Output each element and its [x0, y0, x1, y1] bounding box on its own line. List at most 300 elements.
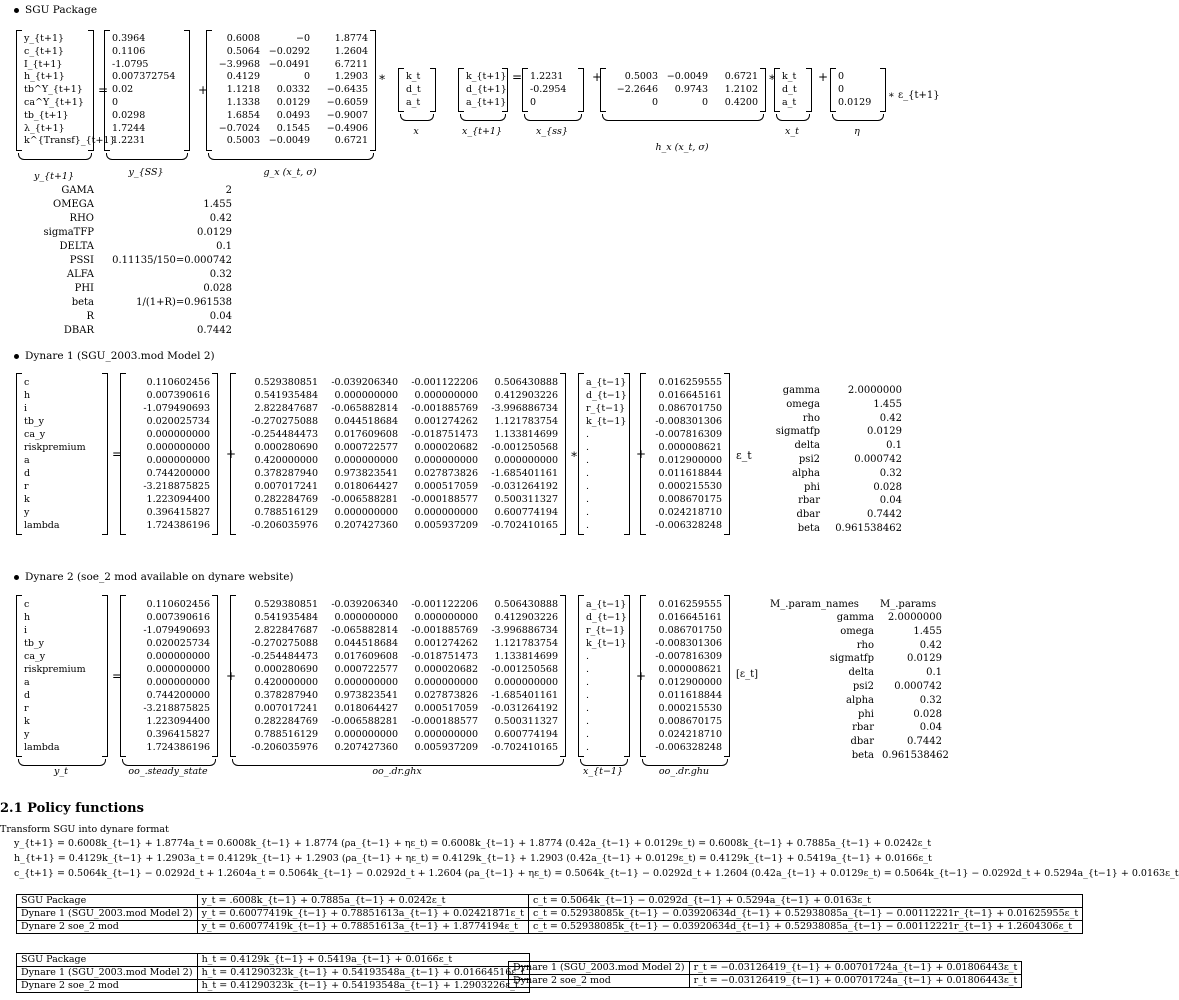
matrix-cell: 1.2231 — [530, 71, 564, 82]
table-cell: h_t = 0.41290323k_{t−1} + 0.54193548a_{t−1} + 0.01664516ε_t — [197, 967, 529, 980]
sgu-parameter-table — [40, 184, 232, 338]
matrix-cell: 0.500311327 — [494, 716, 558, 727]
matrix-cell: 0.044518684 — [334, 416, 398, 427]
matrix-cell: −2.2646 — [616, 83, 658, 95]
matrix-cell: 0.000020682 — [414, 664, 478, 675]
parameter-row — [40, 212, 232, 226]
matrix-cell: -0.001885769 — [411, 403, 478, 414]
matrix-cell: 0.000000000 — [334, 455, 398, 466]
table-cell: SGU Package — [17, 954, 198, 967]
parameter-value: 0.32 — [879, 467, 902, 479]
matrix-cell: 0.000000000 — [414, 729, 478, 740]
matrix-cell: tb_y — [24, 416, 45, 427]
dynare2-ghx-matrix — [230, 595, 566, 757]
matrix-cell: 0.378287940 — [254, 690, 318, 701]
matrix-cell: 0.024218710 — [658, 729, 722, 740]
parameter-value: 0.42 — [919, 639, 942, 651]
matrix-cell: 0.027873826 — [414, 468, 478, 479]
matrix-cell: −0.6059 — [326, 96, 368, 108]
policy-heading: 2.1 Policy functions — [0, 801, 144, 816]
matrix-cell: 0.017609608 — [334, 651, 398, 662]
matrix-cell: −0.7024 — [218, 122, 260, 134]
matrix-cell: 0.207427360 — [334, 742, 398, 753]
matrix-cell: 1.2231 — [112, 135, 146, 147]
matrix-cell: 0.017609608 — [334, 429, 398, 440]
matrix-cell: -3.996886734 — [491, 403, 558, 414]
label-xt: x_{t−1} — [582, 766, 624, 777]
matrix-cell: −0.4906 — [326, 122, 368, 134]
parameter-value: 2.0000000 — [847, 385, 902, 396]
parameter-name: rho — [856, 639, 874, 651]
parameter-name: psi2 — [798, 453, 820, 465]
section-dynare1: Dynare 1 (SGU_2003.mod Model 2) — [14, 350, 215, 362]
matrix-cell: lambda — [24, 742, 60, 753]
matrix-cell: 1.133814699 — [494, 651, 558, 662]
brace — [580, 759, 628, 766]
matrix-cell: a_t — [782, 96, 797, 108]
matrix-cell: -3.218875825 — [143, 481, 210, 492]
matrix-cell: 0.000000000 — [146, 442, 210, 453]
table-cell: Dynare 1 (SGU_2003.mod Model 2) — [509, 962, 690, 975]
parameter-name: dbar — [850, 736, 874, 748]
parameter-row — [770, 508, 902, 522]
matrix-cell: a_{t+1} — [466, 96, 507, 108]
dynare1-y-vector-col-0 — [24, 376, 100, 532]
parameter-row — [770, 522, 902, 536]
label-ghx: oo_.dr.ghx — [372, 766, 422, 777]
policy-intro: Transform SGU into dynare format — [0, 824, 169, 835]
matrix-cell: d — [24, 690, 31, 701]
matrix-cell: 0.6721 — [334, 135, 368, 147]
matrix-cell: 0.000000000 — [146, 664, 210, 675]
matrix-cell: lambda — [24, 520, 60, 531]
label-eta: η — [854, 126, 860, 137]
parameter-row — [770, 467, 902, 481]
parameter-value: 0.11135/150=0.000742 — [112, 255, 232, 266]
matrix-cell: -0.006328248 — [655, 742, 722, 753]
policy-table-y-c — [16, 894, 1083, 934]
matrix-cell: 1.1218 — [226, 84, 260, 96]
brace — [232, 759, 564, 766]
matrix-cell: c — [24, 377, 30, 388]
parameter-name: sigmatfp — [775, 426, 820, 438]
parameter-row — [770, 749, 949, 763]
parameter-row — [770, 398, 902, 412]
matrix-cell: 0.420000000 — [254, 455, 318, 466]
matrix-cell: 0.018064427 — [334, 703, 398, 714]
matrix-cell: 1.7244 — [112, 122, 146, 134]
matrix-cell: 0.000215530 — [658, 703, 722, 714]
table-cell: y_t = 0.60077419k_{t−1} + 0.78851613a_{t−1} + 0.02421871ε_t — [197, 908, 528, 921]
parameter-value: 0.961538462 — [835, 522, 902, 534]
parameter-value: 0.42 — [209, 213, 232, 224]
brace — [106, 153, 188, 160]
matrix-cell: 1.133814699 — [494, 429, 558, 440]
parameter-value: 0.028 — [203, 283, 232, 294]
matrix-cell: 0.396415827 — [146, 729, 210, 740]
table-cell: c_t = 0.52938085k_{t−1} − 0.03920634d_{t−1} + 0.52938085a_{t−1} − 0.00112221r_{t−1} + 1.2604306ε_t — [528, 921, 1082, 934]
matrix-cell: a_{t−1} — [586, 377, 627, 388]
brace — [776, 114, 810, 121]
parameter-value: 2.0000000 — [887, 612, 942, 623]
brace — [208, 153, 374, 160]
sgu-xt-vector — [774, 68, 812, 112]
parameter-name: alpha — [846, 694, 874, 706]
matrix-cell: 0.110602456 — [146, 377, 210, 388]
matrix-cell: 0.282284769 — [254, 716, 318, 727]
matrix-cell: 1.724386196 — [146, 520, 210, 531]
sgu-x-vector — [398, 68, 436, 112]
parameter-value: 0.028 — [913, 708, 942, 720]
parameter-row — [770, 721, 942, 735]
matrix-cell: 0.008670175 — [658, 494, 722, 505]
table-cell: SGU Package — [17, 895, 198, 908]
matrix-cell: 0.000000000 — [334, 507, 398, 518]
matrix-cell: 2.822847687 — [254, 403, 318, 414]
brace — [642, 759, 728, 766]
sgu-hx-matrix — [600, 68, 766, 112]
matrix-cell: 0.000000000 — [146, 429, 210, 440]
table-row — [17, 921, 1083, 934]
equals-sign: = — [112, 669, 123, 683]
matrix-cell: 1.6854 — [226, 109, 260, 121]
sgu-xss-vector — [522, 68, 584, 112]
sgu-gx-matrix — [206, 30, 376, 151]
table-row — [17, 908, 1083, 921]
epsilon-term: ∗ ε_{t+1} — [888, 90, 940, 101]
parameter-row — [770, 494, 902, 508]
dynare1-ghx-matrix-col-2 — [398, 376, 478, 532]
parameter-value: 0.32 — [919, 694, 942, 706]
plus-sign: + — [636, 447, 647, 461]
matrix-cell: 0.0129 — [838, 96, 872, 108]
matrix-cell: . — [586, 651, 590, 662]
dynare2-ghu-vector — [640, 595, 730, 757]
matrix-cell: 1.2903 — [334, 71, 368, 83]
parameter-row — [40, 268, 232, 282]
sgu-gx-matrix-col-2 — [310, 33, 368, 148]
matrix-cell: ca_y — [24, 429, 46, 440]
dynare1-state-vector-col-0 — [586, 376, 627, 532]
brace — [18, 759, 106, 766]
matrix-cell: 0.000000000 — [334, 677, 398, 688]
matrix-cell: 0.973823541 — [334, 690, 398, 701]
parameter-row — [40, 310, 232, 324]
parameter-name: sigmatfp — [829, 653, 874, 665]
matrix-cell: r — [24, 481, 29, 492]
dynare1-state-vector — [578, 373, 630, 535]
matrix-cell: tb_{t+1} — [24, 109, 69, 121]
matrix-cell: 1.121783754 — [494, 416, 558, 427]
matrix-cell: λ_{t+1} — [24, 122, 65, 134]
matrix-cell: 0.541935484 — [254, 612, 318, 623]
parameter-name: DELTA — [59, 241, 94, 252]
matrix-cell: -0.007816309 — [655, 429, 722, 440]
matrix-cell: . — [586, 716, 590, 727]
matrix-cell: -0.001250568 — [491, 442, 558, 453]
matrix-cell: 1.2604 — [334, 45, 368, 57]
parameter-row — [40, 254, 232, 268]
matrix-cell: 0 — [112, 96, 119, 108]
parameter-value: 0.7442 — [907, 736, 942, 748]
matrix-cell: -0.001122206 — [411, 377, 478, 388]
parameter-name: rbar — [852, 722, 874, 734]
matrix-cell: 0.011618844 — [658, 690, 722, 701]
matrix-cell: i — [24, 625, 28, 636]
dynare1-y-vector — [16, 373, 108, 535]
matrix-cell: 1.8774 — [334, 33, 368, 44]
matrix-cell: -0.006588281 — [331, 494, 398, 505]
matrix-cell: -0.001885769 — [411, 625, 478, 636]
matrix-cell: r — [24, 703, 29, 714]
dynare1-ss-vector-col-0 — [128, 376, 210, 532]
matrix-cell: 0.000722577 — [334, 664, 398, 675]
matrix-cell: -0.008301306 — [655, 638, 722, 649]
dynare1-ghx-matrix-col-3 — [478, 376, 558, 532]
brace — [524, 114, 582, 121]
matrix-cell: 0.541935484 — [254, 390, 318, 401]
parameter-name: PHI — [74, 283, 94, 294]
matrix-cell: 0.000008621 — [658, 664, 722, 675]
matrix-cell: 0.506430888 — [494, 599, 558, 610]
matrix-cell: 0.529380851 — [254, 377, 318, 388]
matrix-cell: −0 — [295, 33, 310, 44]
label-y: y_{t+1} — [33, 171, 75, 182]
matrix-cell: -0.039206340 — [331, 377, 398, 388]
matrix-cell: 0.973823541 — [334, 468, 398, 479]
matrix-cell: k^{Transf}_{t+1} — [24, 135, 116, 147]
matrix-cell: -1.685401161 — [491, 468, 558, 479]
parameter-name: beta — [71, 297, 94, 308]
dynare2-ghu-vector-col-0 — [648, 598, 722, 754]
matrix-cell: . — [586, 703, 590, 714]
parameter-value: 0.1 — [886, 440, 902, 452]
matrix-cell: h — [24, 390, 31, 401]
parameter-row — [40, 296, 232, 310]
sgu-x1-vector — [458, 68, 508, 112]
parameter-value: 2 — [225, 185, 232, 196]
matrix-cell: 0 — [651, 96, 658, 108]
matrix-cell: k — [24, 494, 30, 505]
matrix-cell: 0.007017241 — [254, 703, 318, 714]
table-row — [509, 962, 1022, 975]
matrix-cell: -0.006328248 — [655, 520, 722, 531]
table-cell: r_t = −0.03126419_{t−1} + 0.00701724a_{t−1} + 0.01806443ε_t — [689, 975, 1022, 988]
matrix-cell: 0.000000000 — [414, 390, 478, 401]
brace — [18, 153, 92, 160]
dynare2-state-vector-col-0 — [586, 598, 627, 754]
parameter-row — [40, 184, 232, 198]
parameter-row — [770, 694, 942, 708]
plus-sign: + — [198, 83, 209, 97]
parameter-row — [770, 425, 902, 439]
dynare2-state-vector — [578, 595, 630, 757]
matrix-cell: 0.3964 — [112, 33, 146, 44]
matrix-cell: 0.4200 — [724, 96, 758, 108]
matrix-cell: 0.6721 — [724, 71, 758, 82]
matrix-cell: -3.996886734 — [491, 625, 558, 636]
matrix-cell: 0.012900000 — [658, 455, 722, 466]
parameter-row — [40, 324, 232, 338]
matrix-cell: -0.254484473 — [251, 429, 318, 440]
matrix-cell: 0.1545 — [276, 122, 310, 134]
label-xt: x_t — [785, 126, 799, 137]
matrix-cell: 0.4129 — [226, 71, 260, 83]
matrix-cell: r_{t−1} — [586, 625, 626, 636]
parameter-value: 0.0129 — [197, 227, 232, 238]
matrix-cell: -0.006588281 — [331, 716, 398, 727]
sgu-yss-vector-col-0 — [112, 33, 182, 148]
matrix-cell: d_t — [782, 83, 797, 95]
matrix-cell: -0.065882814 — [331, 625, 398, 636]
dynare2-ghx-matrix-col-2 — [398, 598, 478, 754]
matrix-cell: k_t — [406, 71, 421, 82]
sgu-xss-vector-col-0 — [530, 71, 576, 109]
matrix-cell: 0.016259555 — [658, 377, 722, 388]
parameter-row — [770, 680, 942, 694]
table-row — [17, 895, 1083, 908]
parameter-value: 0.000742 — [894, 680, 942, 692]
matrix-cell: 0.007372754 — [112, 71, 176, 83]
matrix-cell: 0.016645161 — [658, 612, 722, 623]
matrix-cell: -0.007816309 — [655, 651, 722, 662]
dynare1-ghu-vector — [640, 373, 730, 535]
sgu-x1-vector-col-0 — [466, 71, 507, 109]
matrix-cell: k — [24, 716, 30, 727]
matrix-cell: 1.2102 — [724, 83, 758, 95]
matrix-cell: 0.007017241 — [254, 481, 318, 492]
label-x1: x_{t+1} — [461, 126, 503, 137]
matrix-cell: 0.011618844 — [658, 468, 722, 479]
matrix-cell: . — [586, 429, 590, 440]
matrix-cell: -0.2954 — [530, 83, 567, 95]
matrix-cell: -0.270275088 — [251, 416, 318, 427]
parameter-value: 0.7442 — [197, 325, 232, 336]
matrix-cell: 0.000000000 — [334, 390, 398, 401]
parameter-name: delta — [848, 667, 874, 679]
sgu-hx-matrix-col-2 — [708, 71, 758, 109]
sgu-hx-matrix-col-0 — [608, 71, 658, 109]
sgu-hx-matrix-col-1 — [658, 71, 708, 109]
matrix-cell: 0.000008621 — [658, 442, 722, 453]
matrix-cell: -0.206035976 — [251, 520, 318, 531]
table-cell: y_t = 0.60077419k_{t−1} + 0.78851613a_{t−1} + 1.8774194ε_t — [197, 921, 528, 934]
matrix-cell: -0.065882814 — [331, 403, 398, 414]
matrix-cell: 0.000000000 — [146, 677, 210, 688]
matrix-cell: 0.005937209 — [414, 742, 478, 753]
matrix-cell: 0.000280690 — [254, 442, 318, 453]
matrix-cell: k_{t−1} — [586, 416, 627, 427]
parameter-name: alpha — [792, 467, 820, 479]
matrix-cell: a_t — [406, 96, 421, 108]
matrix-cell: . — [586, 507, 590, 518]
matrix-cell: y — [24, 507, 30, 518]
matrix-cell: 0.007390616 — [146, 612, 210, 623]
parameter-value: 0.42 — [879, 412, 902, 424]
parameter-name: rbar — [798, 495, 820, 507]
matrix-cell: 0.086701750 — [658, 625, 722, 636]
table-cell: r_t = −0.03126419_{t−1} + 0.00701724a_{t−1} + 0.01806443ε_t — [689, 962, 1022, 975]
matrix-cell: -0.018751473 — [411, 651, 478, 662]
matrix-cell: 0.5064 — [226, 45, 260, 57]
parameter-row — [770, 708, 942, 722]
section-sgu: SGU Package — [14, 4, 97, 16]
matrix-cell: 1.1338 — [226, 96, 260, 108]
matrix-cell: 0.0129 — [276, 96, 310, 108]
matrix-cell: -0.702410165 — [491, 742, 558, 753]
sgu-yss-vector — [104, 30, 190, 151]
parameter-value: 1/(1+R)=0.961538 — [136, 297, 232, 308]
sgu-gx-matrix-col-1 — [260, 33, 310, 148]
parameter-name: OMEGA — [53, 199, 94, 210]
matrix-cell: 0.000000000 — [334, 612, 398, 623]
matrix-cell: 0.420000000 — [254, 677, 318, 688]
matrix-cell: 0.5003 — [624, 71, 658, 82]
matrix-cell: 0.529380851 — [254, 599, 318, 610]
matrix-cell: h_{t+1} — [24, 71, 65, 83]
matrix-cell: -0.039206340 — [331, 599, 398, 610]
table-cell: Dynare 2 soe_2 mod — [509, 975, 690, 988]
matrix-cell: 0.412903226 — [494, 390, 558, 401]
matrix-cell: 0.000000000 — [414, 677, 478, 688]
parameter-value: 0.000742 — [854, 453, 902, 465]
matrix-cell: riskpremium — [24, 442, 86, 453]
matrix-cell: . — [586, 494, 590, 505]
label-hx: h_x (x_t, σ) — [655, 142, 709, 153]
parameter-row — [770, 625, 942, 639]
table-cell: h_t = 0.41290323k_{t−1} + 0.54193548a_{t−1} + 1.2903226ε_t — [197, 980, 529, 993]
parameter-name: rho — [802, 412, 820, 424]
parameter-name: DBAR — [63, 325, 94, 336]
table-cell: Dynare 1 (SGU_2003.mod Model 2) — [17, 908, 198, 921]
parameter-value: 1.455 — [913, 625, 942, 637]
matrix-cell: -1.0795 — [112, 58, 149, 70]
matrix-cell: 0.008670175 — [658, 716, 722, 727]
brace — [832, 114, 884, 121]
parameter-name: psi2 — [852, 680, 874, 692]
matrix-cell: −0.6435 — [326, 84, 368, 96]
matrix-cell: . — [586, 455, 590, 466]
matrix-cell: 0.282284769 — [254, 494, 318, 505]
matrix-cell: 0 — [838, 83, 845, 95]
sgu-eta-vector-col-0 — [838, 71, 878, 109]
matrix-cell: d_{t−1} — [586, 612, 627, 623]
matrix-cell: 0.000722577 — [334, 442, 398, 453]
parameter-row — [770, 652, 942, 666]
matrix-cell: 0.000000000 — [146, 651, 210, 662]
matrix-cell: tb^Y_{t+1} — [24, 84, 83, 96]
matrix-cell: 0.000000000 — [414, 455, 478, 466]
parameter-value: 0.028 — [873, 481, 902, 493]
matrix-cell: 0.506430888 — [494, 377, 558, 388]
matrix-cell: i — [24, 403, 28, 414]
matrix-cell: 0 — [838, 71, 845, 82]
matrix-cell: 0 — [303, 71, 310, 83]
plus-sign: + — [818, 70, 829, 84]
matrix-cell: 0.027873826 — [414, 690, 478, 701]
matrix-cell: −3.9968 — [218, 58, 260, 70]
matrix-cell: 0.000000000 — [494, 677, 558, 688]
matrix-cell: 1.223094400 — [146, 716, 210, 727]
parameter-row — [40, 240, 232, 254]
matrix-cell: 0.020025734 — [146, 638, 210, 649]
matrix-cell: 0.000000000 — [414, 612, 478, 623]
matrix-cell: 0.110602456 — [146, 599, 210, 610]
matrix-cell: 0.9743 — [674, 83, 708, 95]
table-cell: y_t = .6008k_{t−1} + 0.7885a_{t−1} + 0.0242ε_t — [197, 895, 528, 908]
plus-sign: + — [226, 447, 237, 461]
matrix-cell: 0.0493 — [276, 109, 310, 121]
